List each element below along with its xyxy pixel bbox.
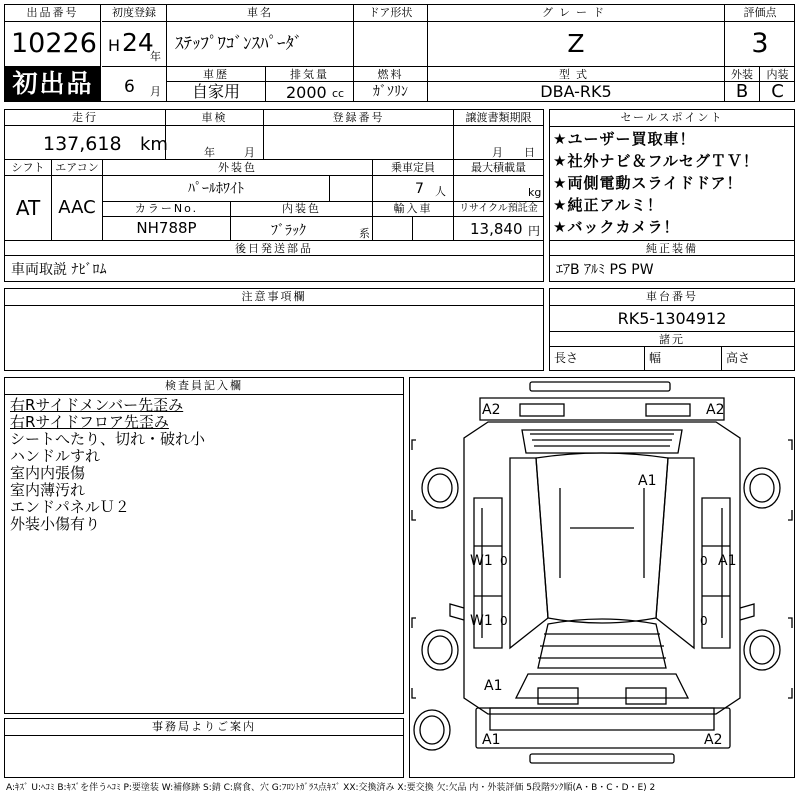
- plate-value: [264, 126, 454, 160]
- load-label: 最大積載量: [454, 160, 543, 176]
- door-label: ドア形状: [354, 5, 428, 22]
- damage-mark-front-left: A1: [484, 678, 503, 694]
- chassis: RK5-1304912: [617, 309, 727, 328]
- damage-mark-rear-right: A2: [706, 402, 725, 418]
- displacement-unit: cc: [332, 87, 345, 100]
- width-label: 幅: [645, 347, 722, 370]
- recycle-cell: [454, 217, 543, 240]
- color-no: NH788P: [103, 217, 231, 240]
- reg-month-cell: [102, 66, 167, 102]
- grade: Z: [428, 22, 725, 66]
- sales-point-4: ★純正アルミ！: [553, 196, 663, 214]
- inspector-line-8: 外装小傷有り: [10, 515, 101, 533]
- specs-block: [4, 109, 544, 282]
- inspector-line-4: ハンドルすれ: [10, 447, 101, 465]
- header-block: [4, 4, 795, 102]
- damage-legend: A:ｷｽﾞ U:ﾍｺﾐ B:ｷｽﾞを伴うﾍｺﾐ P:要塗装 W:補修跡 S:錆 C:腐食、穴 G:ﾌﾛﾝﾄｶﾞﾗｽ点ｷｽﾞ XX:交換済み X:要交換 欠:欠品 内・外装評価 5段階ﾗﾝｸ順(A・B・C・D・E) 2: [6, 783, 656, 793]
- damage-mark-bumper-left: A1: [482, 732, 501, 748]
- color-extra: [330, 176, 373, 202]
- lot-label: 出品番号: [5, 5, 101, 22]
- rank-right-front-door: 0: [700, 614, 708, 628]
- lot-number: 10226: [5, 22, 101, 66]
- first-listing-text: 初出品: [12, 69, 94, 98]
- damage-mark-left-rear-door: W1: [470, 553, 493, 569]
- seats-cell: [373, 176, 454, 202]
- interior: ﾌﾞﾗｯｸ: [271, 223, 306, 239]
- reg-label: 初度登録: [102, 5, 167, 22]
- transfer-day-unit: 日: [524, 146, 535, 159]
- dims-label: 諸元: [550, 331, 794, 347]
- displacement-cell: [266, 82, 354, 102]
- ext-label: 外装: [725, 66, 760, 82]
- later: 車両取説 ﾅﾋﾞﾛﾑ: [11, 262, 107, 278]
- import-b: [413, 217, 454, 240]
- damage-mark-rear-left: A2: [482, 402, 501, 418]
- later-label: 後日発送部品: [5, 240, 543, 256]
- load-unit: kg: [528, 186, 542, 199]
- transfer-month-unit: 月: [492, 146, 503, 159]
- seats: 7: [415, 181, 424, 197]
- color-label: 外装色: [103, 160, 373, 176]
- score-label: 評価点: [725, 5, 795, 22]
- import-label: 輸入車: [373, 202, 454, 217]
- interior-label: 内装色: [231, 202, 373, 217]
- model: DBA-RK5: [428, 82, 725, 102]
- sales-point-3: ★両側電動スライドドア！: [553, 174, 743, 192]
- plate-label: 登録番号: [264, 110, 454, 126]
- inspection-cell: [166, 126, 264, 160]
- damage-mark-right-rear-door: A1: [718, 553, 737, 569]
- grade-label: グレード: [428, 5, 725, 22]
- color: ﾊﾟｰﾙﾎﾜｲﾄ: [103, 176, 330, 202]
- mileage: 137,618: [43, 133, 122, 155]
- equip-label: 純正装備: [550, 240, 794, 256]
- seats-label: 乗車定員: [373, 160, 454, 176]
- inspection-month-unit: 月: [244, 146, 255, 159]
- inspection-label: 車検: [166, 110, 264, 126]
- displacement: 2000: [286, 83, 327, 102]
- int-label: 内装: [760, 66, 795, 82]
- sales-block: [549, 109, 795, 282]
- damage-mark-bumper-right: A2: [704, 732, 723, 748]
- fuel: ｶﾞｿﾘﾝ: [354, 82, 428, 102]
- int-grade: C: [771, 81, 784, 102]
- sales-point-1: ★ユーザー買取車！: [553, 130, 696, 148]
- car-name-label: 車名: [167, 5, 354, 22]
- transfer-cell: [454, 126, 543, 160]
- car-diagram: [409, 377, 795, 778]
- import-a: [373, 217, 413, 240]
- inspector-line-5: 室内内張傷: [10, 464, 86, 482]
- history: 自家用: [167, 82, 266, 102]
- length-label: 長さ: [550, 347, 645, 370]
- rank-left-front-door: 0: [500, 614, 508, 628]
- chassis-block: [549, 288, 795, 371]
- load-cell: [454, 176, 543, 202]
- rank-left-rear-door: 0: [500, 554, 508, 568]
- reg-year: 24: [122, 28, 154, 57]
- ext-grade: B: [725, 82, 760, 102]
- office-label: 事務局よりご案内: [5, 719, 403, 736]
- month-unit: 月: [150, 85, 161, 98]
- inspector-line-3: シートへたり、切れ・破れ小: [10, 430, 206, 448]
- damage-mark-left-front-door: W1: [470, 613, 493, 629]
- sales-point-2: ★社外ナビ＆フルセグＴＶ！: [553, 152, 759, 170]
- mileage-cell: [5, 126, 166, 160]
- ac-label: エアコン: [52, 160, 103, 176]
- fuel-label: 燃料: [354, 66, 428, 82]
- shift: AT: [5, 176, 52, 240]
- displacement-label: 排気量: [266, 66, 354, 82]
- recycle-unit: 円: [528, 224, 541, 238]
- inspection-year-unit: 年: [204, 146, 215, 159]
- notes-block: [4, 288, 544, 371]
- chassis-label: 車台番号: [550, 289, 794, 306]
- rank-right-rear-door: 0: [700, 554, 708, 568]
- inspector-line-2: 右Rサイドフロア先歪み: [10, 413, 169, 431]
- recycle-label: リサイクル預託金: [454, 202, 543, 217]
- sales-point-5: ★バックカメラ！: [553, 218, 680, 236]
- mileage-label: 走行: [5, 110, 166, 126]
- door-value: [354, 22, 428, 66]
- reg-month: 6: [124, 77, 135, 97]
- interior-cell: [231, 217, 373, 240]
- first-listing-badge: [5, 66, 101, 102]
- shift-label: シフト: [5, 160, 52, 176]
- inspector-line-6: 室内薄汚れ: [10, 481, 86, 499]
- damage-mark-roof: A1: [638, 473, 657, 489]
- seats-unit: 人: [435, 185, 446, 198]
- transfer-label: 譲渡書類期限: [454, 110, 543, 126]
- notes-label: 注意事項欄: [5, 289, 543, 306]
- score: 3: [751, 28, 769, 59]
- recycle: 13,840: [470, 220, 523, 238]
- inspector-line-7: エンドパネルＵ２: [10, 498, 130, 516]
- history-label: 車歴: [167, 66, 266, 82]
- height-label: 高さ: [726, 351, 751, 365]
- equip: ｴｱB ｱﾙﾐ PS PW: [556, 262, 654, 278]
- color-no-label: カラーNo.: [103, 202, 231, 217]
- inspector-block: [4, 377, 404, 714]
- inspector-line-1: 右Rサイドメンバー先歪み: [10, 396, 184, 414]
- sales-label: セールスポイント: [550, 110, 794, 127]
- inspector-label: 検査員記入欄: [5, 378, 403, 395]
- interior-unit: 系: [359, 227, 370, 240]
- reg-year-cell: [102, 22, 167, 66]
- office-block: [4, 718, 404, 778]
- year-unit: 年: [150, 50, 161, 63]
- model-label: 型式: [428, 66, 725, 82]
- mileage-unit: km: [140, 134, 168, 155]
- era: H: [108, 36, 121, 55]
- car-name: ｽﾃｯﾌﾟﾜｺﾞﾝｽﾊﾟｰﾀﾞ: [167, 22, 354, 66]
- car-outline: [410, 378, 794, 777]
- ac: AAC: [52, 176, 103, 240]
